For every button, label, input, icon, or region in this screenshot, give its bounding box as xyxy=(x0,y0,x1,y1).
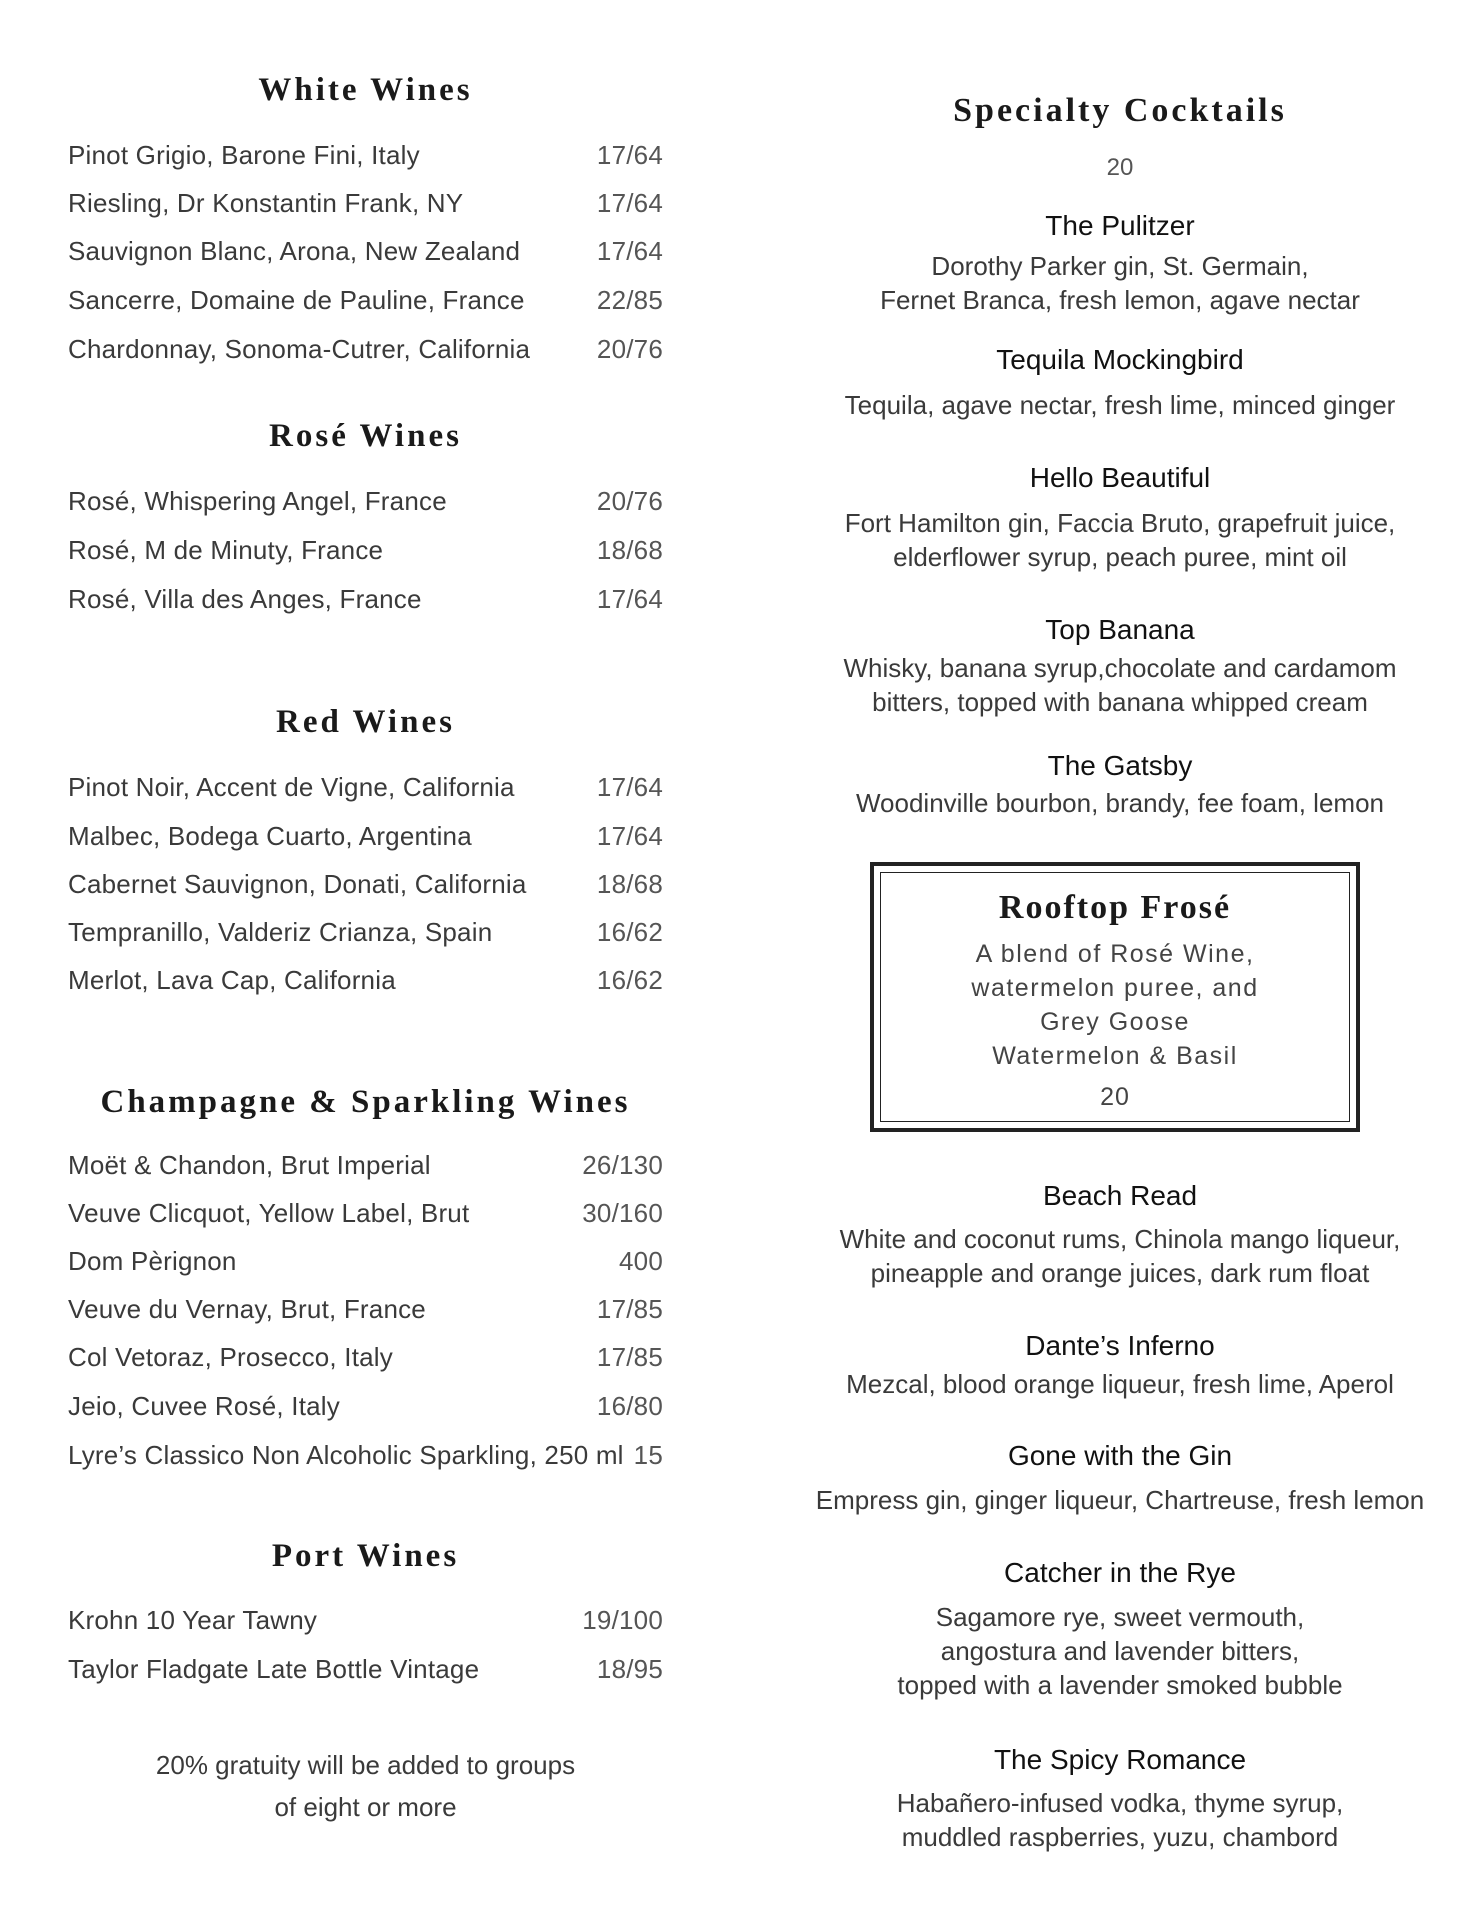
wine-price: 22/85 xyxy=(596,285,663,315)
wine-price: 30/160 xyxy=(582,1198,663,1228)
red-wines-heading: Red Wines xyxy=(276,704,455,740)
wine-price: 17/85 xyxy=(596,1294,663,1324)
wine-name: Sauvignon Blanc, Arona, New Zealand xyxy=(68,236,521,266)
description-line: angostura and lavender bitters, xyxy=(940,1636,1300,1666)
wine-price: 16/80 xyxy=(596,1391,663,1421)
cocktail-description xyxy=(800,1222,1440,1290)
wine-name: Pinot Grigio, Barone Fini, Italy xyxy=(68,140,420,170)
wine-name: Pinot Noir, Accent de Vigne, California xyxy=(68,772,515,802)
cocktails-heading: Specialty Cocktails xyxy=(953,92,1287,129)
list-item xyxy=(68,1150,663,1190)
list-item xyxy=(68,1294,663,1334)
description-line: Habañero-infused vodka, thyme syrup, xyxy=(896,1788,1344,1818)
wine-price: 20/76 xyxy=(596,486,663,516)
cocktail-description xyxy=(800,1367,1440,1401)
frose-title: Rooftop Frosé xyxy=(998,889,1232,926)
wine-name: Krohn 10 Year Tawny xyxy=(68,1605,318,1635)
wine-name: Chardonnay, Sonoma-Cutrer, California xyxy=(68,334,531,364)
description-line: muddled raspberries, yuzu, chambord xyxy=(901,1822,1339,1852)
list-item xyxy=(68,1440,663,1480)
wine-price: 17/64 xyxy=(596,772,663,802)
list-item xyxy=(68,535,663,575)
list-item xyxy=(68,965,663,1005)
cocktails-price: 20 xyxy=(1106,154,1134,181)
cocktail-name: Beach Read xyxy=(1042,1180,1198,1211)
wine-price: 17/64 xyxy=(596,236,663,266)
list-item xyxy=(68,1391,663,1431)
list-item xyxy=(68,1654,663,1694)
description-line: Whisky, banana syrup,chocolate and cardamom xyxy=(843,653,1397,683)
cocktail-name: Hello Beautiful xyxy=(1029,462,1211,493)
cocktail-description xyxy=(800,249,1440,317)
list-item xyxy=(68,869,663,909)
wine-name: Rosé, Whispering Angel, France xyxy=(68,486,447,516)
list-item xyxy=(68,334,663,374)
wine-name: Veuve Clicquot, Yellow Label, Brut xyxy=(68,1198,470,1228)
wine-price: 16/62 xyxy=(596,965,663,995)
wine-name: Moët & Chandon, Brut Imperial xyxy=(68,1150,431,1180)
description-line: Dorothy Parker gin, St. Germain, xyxy=(931,251,1309,281)
white-wines-heading: White Wines xyxy=(258,72,473,108)
list-item xyxy=(68,1198,663,1238)
description-line: A blend of Rosé Wine, xyxy=(975,940,1255,968)
frose-description xyxy=(881,937,1349,1073)
list-item xyxy=(68,486,663,526)
wine-price: 17/85 xyxy=(596,1342,663,1372)
wine-name: Merlot, Lava Cap, California xyxy=(68,965,396,995)
list-item xyxy=(68,1246,663,1286)
list-item xyxy=(68,285,663,325)
gratuity-note xyxy=(68,1744,663,1828)
wine-price: 16/62 xyxy=(596,917,663,947)
description-line: Fernet Branca, fresh lemon, agave nectar xyxy=(880,285,1360,315)
cocktail-name: Gone with the Gin xyxy=(1007,1440,1233,1471)
wine-name: Sancerre, Domaine de Pauline, France xyxy=(68,285,525,315)
rose-wines-heading: Rosé Wines xyxy=(269,418,462,454)
list-item xyxy=(68,236,663,276)
cocktail-description xyxy=(800,651,1440,719)
description-line: watermelon puree, and xyxy=(971,974,1259,1002)
wine-name: Lyre’s Classico Non Alcoholic Sparkling, 250 ml xyxy=(68,1440,624,1470)
wine-name: Taylor Fladgate Late Bottle Vintage xyxy=(68,1654,480,1684)
wine-price: 18/95 xyxy=(596,1654,663,1684)
wine-price: 17/64 xyxy=(596,821,663,851)
cocktail-description xyxy=(800,388,1440,422)
description-line: Grey Goose xyxy=(1040,1008,1190,1036)
description-line: Tequila, agave nectar, fresh lime, minced ginger xyxy=(844,390,1396,420)
wine-name: Riesling, Dr Konstantin Frank, NY xyxy=(68,188,464,218)
description-line: pineapple and orange juices, dark rum float xyxy=(870,1258,1370,1288)
wine-name: Malbec, Bodega Cuarto, Argentina xyxy=(68,821,472,851)
frose-feature-box xyxy=(870,862,1360,1132)
port-wines-heading: Port Wines xyxy=(271,1538,460,1574)
list-item xyxy=(68,188,663,228)
wine-name: Rosé, M de Minuty, France xyxy=(68,535,384,565)
description-line: topped with a lavender smoked bubble xyxy=(897,1670,1343,1700)
description-line: Sagamore rye, sweet vermouth, xyxy=(935,1602,1305,1632)
cocktail-name: The Gatsby xyxy=(1047,750,1193,781)
wine-name: Tempranillo, Valderiz Crianza, Spain xyxy=(68,917,493,947)
description-line: Watermelon & Basil xyxy=(992,1042,1238,1070)
wine-price: 18/68 xyxy=(596,869,663,899)
description-line: Empress gin, ginger liqueur, Chartreuse, fresh lemon xyxy=(815,1485,1425,1515)
list-item xyxy=(68,584,663,624)
cocktail-name: The Pulitzer xyxy=(1045,210,1195,241)
cocktail-name: Tequila Mockingbird xyxy=(996,344,1244,375)
frose-inner-frame xyxy=(880,872,1350,1122)
wine-price: 26/130 xyxy=(582,1150,663,1180)
description-line: elderflower syrup, peach puree, mint oil xyxy=(893,542,1347,572)
cocktail-name: Top Banana xyxy=(1045,614,1195,645)
sparkling-wines-heading: Champagne & Sparkling Wines xyxy=(100,1084,631,1120)
frose-price: 20 xyxy=(1100,1083,1130,1111)
wine-price: 400 xyxy=(619,1246,663,1276)
cocktail-name: The Spicy Romance xyxy=(993,1744,1247,1775)
cocktail-description xyxy=(800,506,1440,574)
wine-name: Veuve du Vernay, Brut, France xyxy=(68,1294,426,1324)
wine-price: 17/64 xyxy=(596,584,663,614)
cocktail-description xyxy=(800,1600,1440,1702)
cocktail-description xyxy=(800,1483,1440,1517)
wine-name: Rosé, Villa des Anges, France xyxy=(68,584,422,614)
list-item xyxy=(68,917,663,957)
description-line: Mezcal, blood orange liqueur, fresh lime, Aperol xyxy=(846,1369,1394,1399)
description-line: Woodinville bourbon, brandy, fee foam, lemon xyxy=(855,788,1384,818)
list-item xyxy=(68,772,663,812)
cocktail-description xyxy=(800,1786,1440,1854)
description-line: Fort Hamilton gin, Faccia Bruto, grapefruit juice, xyxy=(844,508,1396,538)
cocktail-description xyxy=(800,786,1440,820)
gratuity-line: 20% gratuity will be added to groups xyxy=(155,1750,576,1780)
cocktail-name: Dante’s Inferno xyxy=(1025,1330,1215,1361)
wine-price: 17/64 xyxy=(596,188,663,218)
list-item xyxy=(68,821,663,861)
wine-price: 18/68 xyxy=(596,535,663,565)
wine-name: Jeio, Cuvee Rosé, Italy xyxy=(68,1391,340,1421)
list-item xyxy=(68,1605,663,1645)
gratuity-line: of eight or more xyxy=(274,1792,457,1822)
wine-price: 19/100 xyxy=(582,1605,663,1635)
description-line: bitters, topped with banana whipped cream xyxy=(872,687,1368,717)
wine-price: 15 xyxy=(633,1440,663,1470)
wine-price: 17/64 xyxy=(596,140,663,170)
wine-price: 20/76 xyxy=(596,334,663,364)
cocktail-name: Catcher in the Rye xyxy=(1004,1557,1236,1588)
wine-name: Cabernet Sauvignon, Donati, California xyxy=(68,869,527,899)
list-item xyxy=(68,140,663,180)
wine-name: Col Vetoraz, Prosecco, Italy xyxy=(68,1342,393,1372)
wine-name: Dom Pèrignon xyxy=(68,1246,237,1276)
description-line: White and coconut rums, Chinola mango liqueur, xyxy=(839,1224,1401,1254)
list-item xyxy=(68,1342,663,1382)
